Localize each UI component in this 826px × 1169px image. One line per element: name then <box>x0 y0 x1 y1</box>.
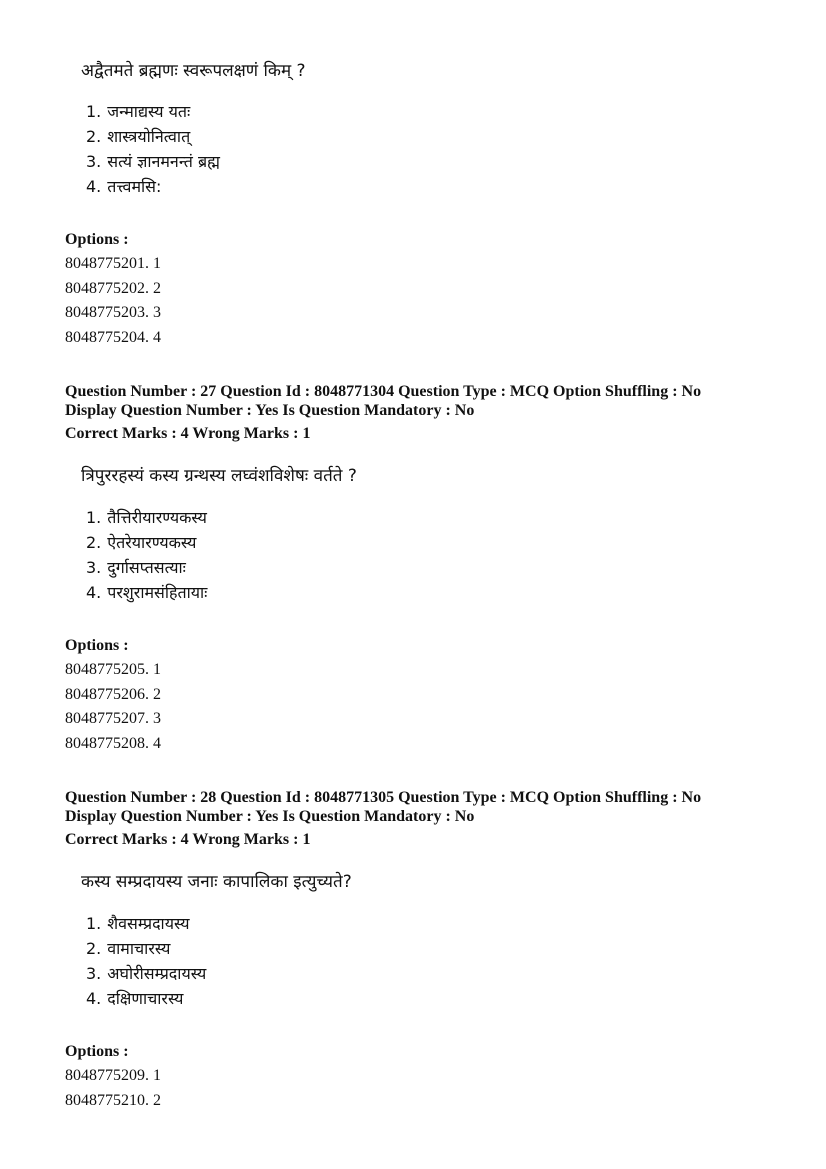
question-27-choice-1 <box>86 507 207 529</box>
question-28-meta-line-3: Correct Marks : 4 Wrong Marks : 1 <box>65 831 311 848</box>
choice-text: वामाचारस्य <box>107 939 171 958</box>
question-27-choice-4 <box>86 582 207 604</box>
question-26-choice-3 <box>86 151 220 173</box>
choice-number: 4. <box>86 177 102 196</box>
question-28-choice-3 <box>86 963 206 985</box>
question-26-option-3: 8048775203. 3 <box>65 304 161 321</box>
question-26-choice-2 <box>86 126 190 148</box>
question-27-meta-line-3: Correct Marks : 4 Wrong Marks : 1 <box>65 425 311 442</box>
question-27-option-2: 8048775206. 2 <box>65 686 161 703</box>
question-28-option-2: 8048775210. 2 <box>65 1092 161 1109</box>
question-27-choice-3 <box>86 557 186 579</box>
question-28-choice-2 <box>86 938 170 960</box>
question-28-option-1: 8048775209. 1 <box>65 1067 161 1084</box>
choice-text: अघोरीसम्प्रदायस्य <box>107 964 207 983</box>
question-26-choice-4 <box>86 176 161 198</box>
choice-number: 1. <box>86 102 102 121</box>
question-27-option-1: 8048775205. 1 <box>65 661 161 678</box>
choice-number: 3. <box>86 964 102 983</box>
question-26-text: अद्वैतमते ब्रह्मणः स्वरूपलक्षणं किम् ? <box>81 61 306 81</box>
choice-number: 1. <box>86 914 102 933</box>
question-26-option-2: 8048775202. 2 <box>65 280 161 297</box>
choice-number: 2. <box>86 127 102 146</box>
question-27-meta-line-2: Display Question Number : Yes Is Question Mandatory : No <box>65 402 475 419</box>
question-28-choice-4 <box>86 988 183 1010</box>
choice-number: 2. <box>86 939 102 958</box>
choice-number: 2. <box>86 533 102 552</box>
choice-number: 1. <box>86 508 102 527</box>
question-28-options-label: Options : <box>65 1043 129 1060</box>
question-28-choice-1 <box>86 913 190 935</box>
question-26-choice-1 <box>86 101 190 123</box>
choice-number: 4. <box>86 583 102 602</box>
question-27-option-3: 8048775207. 3 <box>65 710 161 727</box>
question-27-text: त्रिपुररहस्यं कस्य ग्रन्थस्य लघ्वंशविशेषः वर्तते ? <box>81 466 357 486</box>
choice-text: जन्माद्यस्य यतः <box>107 102 191 121</box>
choice-text: शास्त्रयोनित्वात् <box>107 127 191 146</box>
choice-text: दुर्गासप्तसत्याः <box>107 558 186 577</box>
choice-text: तत्त्वमसि: <box>107 177 162 196</box>
choice-text: तैत्तिरीयारण्यकस्य <box>107 508 207 527</box>
choice-number: 4. <box>86 989 102 1008</box>
choice-text: ऐतरेयारण्यकस्य <box>107 533 197 552</box>
question-28-meta-line-2: Display Question Number : Yes Is Question Mandatory : No <box>65 808 475 825</box>
question-26-option-4: 8048775204. 4 <box>65 329 161 346</box>
choice-text: शैवसम्प्रदायस्य <box>107 914 190 933</box>
choice-text: परशुरामसंहितायाः <box>107 583 208 602</box>
question-27-options-label: Options : <box>65 637 129 654</box>
question-28-meta-line-1: Question Number : 28 Question Id : 8048771305 Question Type : MCQ Option Shuffling : No <box>65 789 702 806</box>
choice-number: 3. <box>86 152 102 171</box>
question-27-meta-line-1: Question Number : 27 Question Id : 8048771304 Question Type : MCQ Option Shuffling : No <box>65 383 702 400</box>
choice-text: दक्षिणाचारस्य <box>107 989 184 1008</box>
question-26-options-label: Options : <box>65 231 129 248</box>
question-27-option-4: 8048775208. 4 <box>65 735 161 752</box>
question-26-option-1: 8048775201. 1 <box>65 255 161 272</box>
choice-number: 3. <box>86 558 102 577</box>
question-27-choice-2 <box>86 532 196 554</box>
choice-text: सत्यं ज्ञानमनन्तं ब्रह्म <box>107 152 220 171</box>
question-28-text: कस्य सम्प्रदायस्य जनाः कापालिका इत्युच्यते? <box>81 872 352 892</box>
